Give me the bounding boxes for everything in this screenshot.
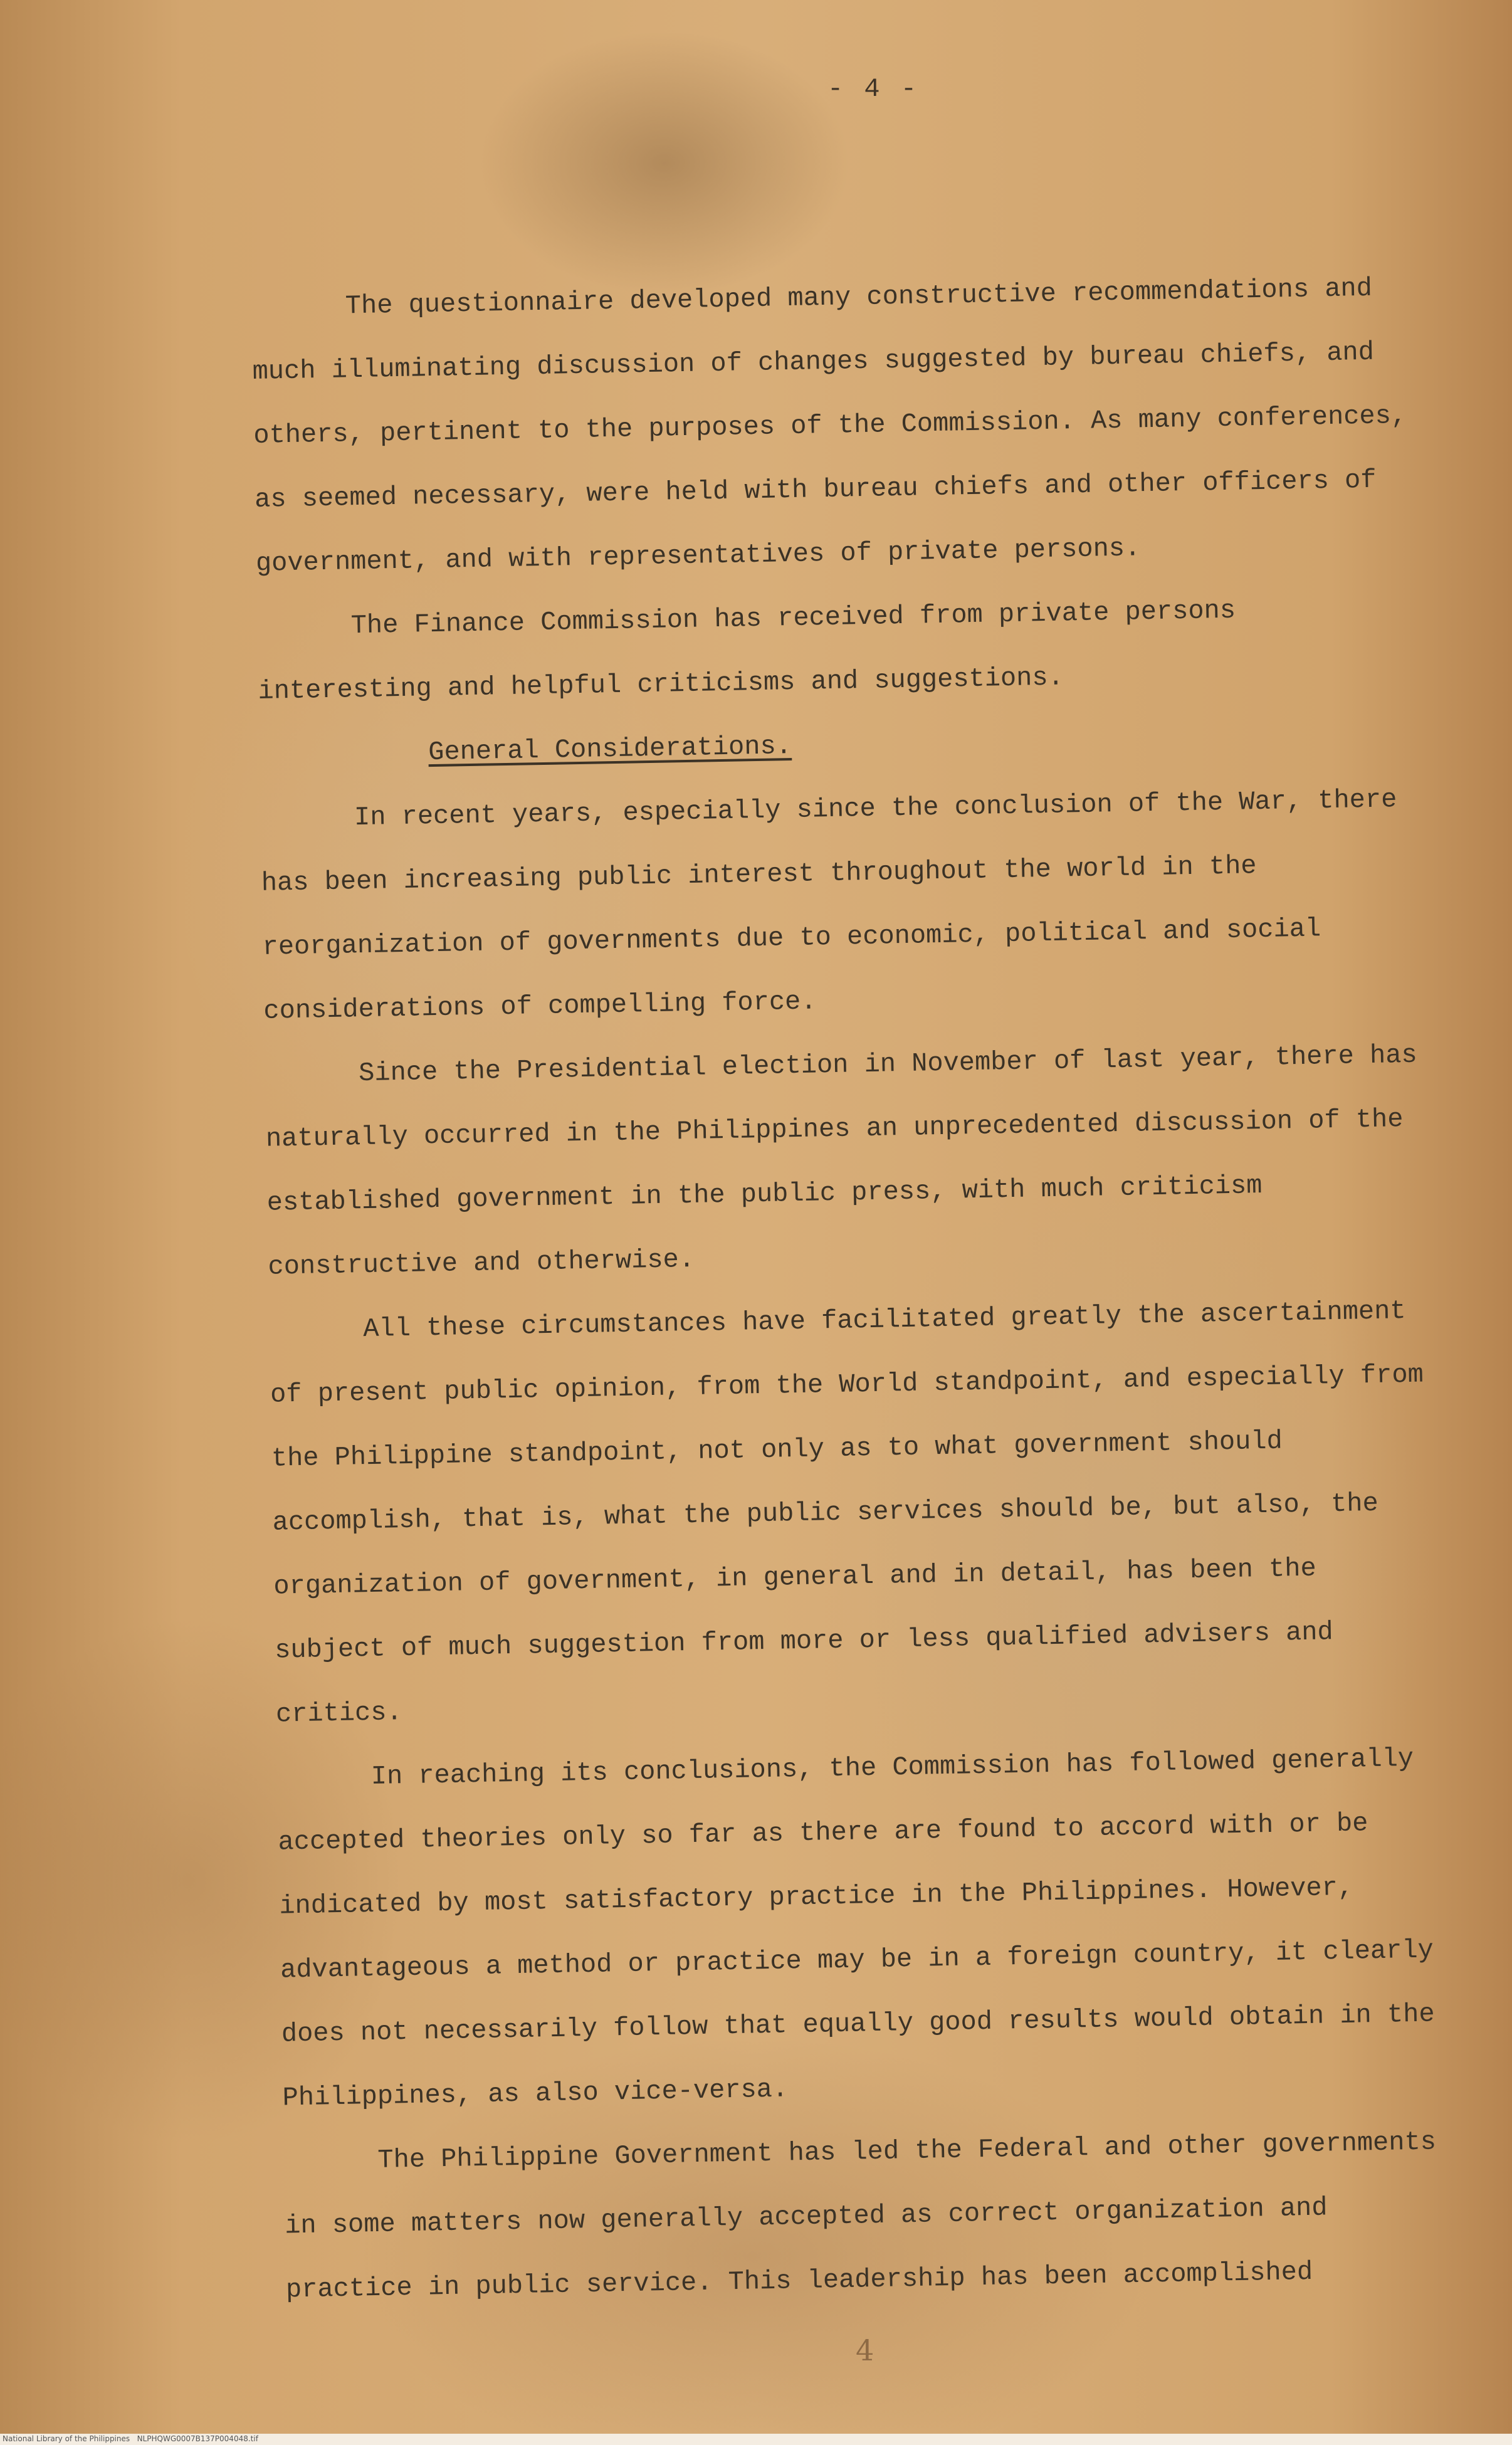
scan-footer xyxy=(0,2434,1512,2445)
paragraph-conclusions: In reaching its conclusions, the Commission has followed generally accepted theories only so far as there are found to accord with or be indicated by most satisfactory practice in the Philippines. However, advantageous a method or practice may be in a foreign country, it clearly does not necessarily follow that equally good results would obtain in the Philippines, as also vice-versa. xyxy=(278,1743,1435,2113)
footer-source: National Library of the Philippines NLPHQWG0007B137P004048.tif xyxy=(3,2434,258,2443)
paragraph-leadership: The Philippine Government has led the Federal and other governments in some matters now generally accepted as correct organization and practice in public service. This leadership has been accomplished xyxy=(284,2127,1437,2305)
paragraph-finance-commission: The Finance Commission has received from private persons interesting and helpful criticisms and suggestions. xyxy=(258,595,1236,707)
paragraph-questionnaire: The questionnaire developed many constructive recommendations and much illuminating discussion of changes suggested by bureau chiefs, and others, pertinent to the purposes of the Commission. As many conferences, as seemed necessary, were held with bureau chiefs and other officers of government, and with representatives of private persons. xyxy=(252,273,1407,579)
paragraph-circumstances: All these circumstances have facilitated greatly the ascertainment of present public opinion, from the World standpoint, and especially from the Philippine standpoint, not only as to what government should accomplish, that is, what the public services should be, but also, the organization of government, in general and in detail, has been the subject of much suggestion from more or less qualified advisers and critics. xyxy=(270,1296,1424,1730)
paragraph-presidential-election: Since the Presidential election in November of last year, there has naturally occurred in the Philippines an unprecedented discussion of the established government in the public press, with much criticism constructive and otherwise. xyxy=(265,1039,1418,1282)
section-heading: General Considerations. xyxy=(428,731,792,768)
footer-file: NLPHQWG0007B137P004048.tif xyxy=(137,2434,258,2443)
document-body xyxy=(251,256,1440,2322)
paragraph-recent-years: In recent years, especially since the conclusion of the War, there has been increasing public interest throughout the world in the reorganization of governments due to economic, political and social considerations of compelling force. xyxy=(261,784,1397,1026)
handwritten-page-mark: 4 xyxy=(856,2333,874,2367)
page-number: - 4 - xyxy=(827,74,920,104)
